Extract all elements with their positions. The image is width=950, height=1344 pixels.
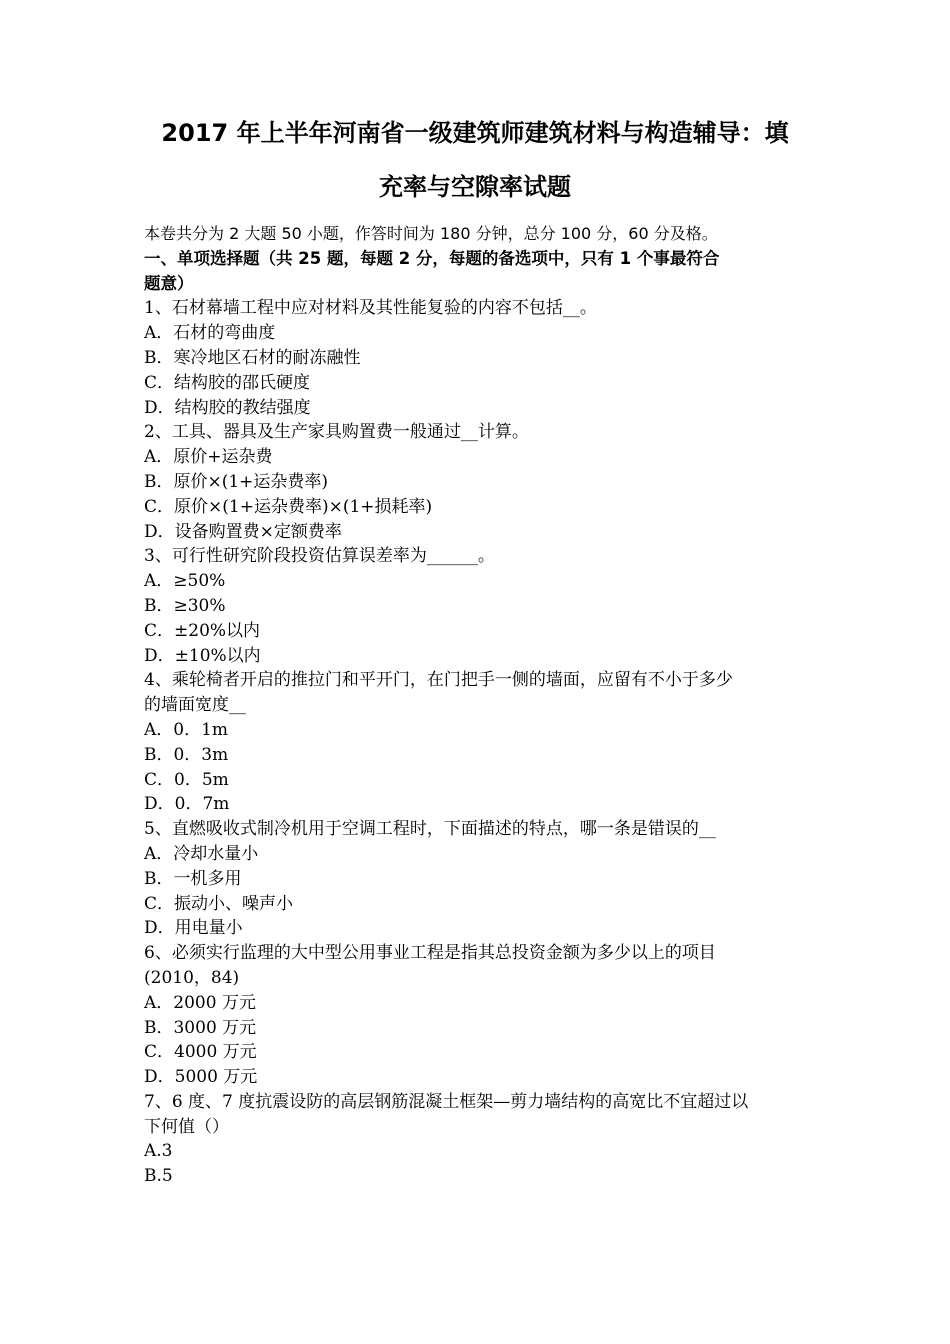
option-3c: C．±20%以内 <box>144 620 261 641</box>
option-3a: A．≥50% <box>144 571 226 592</box>
question-2: 2、工具、器具及生产家具购置费一般通过__计算。 <box>144 422 529 443</box>
question-5: 5、直燃吸收式制冷机用于空调工程时，下面描述的特点，哪一条是错误的__ <box>144 819 716 840</box>
option-1c: C．结构胶的邵氏硬度 <box>144 372 311 393</box>
option-2c: C．原价×(1+运杂费率)×(1+损耗率) <box>144 496 433 517</box>
option-3d: D．±10%以内 <box>144 645 261 666</box>
option-7b: B.5 <box>144 1166 173 1187</box>
document-title-line-1: 2017 年上半年河南省一级建筑师建筑材料与构造辅导：填 <box>161 119 789 147</box>
option-5d: D．用电量小 <box>144 918 243 939</box>
option-4d: D．0．7m <box>144 794 230 815</box>
question-4: 4、乘轮椅者开启的推拉门和平开门，在门把手一侧的墙面，应留有不小于多少 <box>144 670 733 691</box>
option-4c: C．0．5m <box>144 769 229 790</box>
option-4b: B．0．3m <box>144 744 229 765</box>
option-6a: A．2000 万元 <box>144 992 256 1013</box>
option-2a: A．原价+运杂费 <box>144 447 273 468</box>
option-5b: B．一机多用 <box>144 868 242 889</box>
section-heading-line-1: 一、单项选择题（共 25 题，每题 2 分，每题的备选项中，只有 1 个事最符合 <box>144 248 720 268</box>
exam-intro: 本卷共分为 2 大题 50 小题，作答时间为 180 分钟，总分 100 分，60 分及格。 <box>144 224 718 243</box>
option-6c: C．4000 万元 <box>144 1042 257 1063</box>
option-6d: D．5000 万元 <box>144 1067 258 1088</box>
option-3b: B．≥30% <box>144 595 226 616</box>
question-3: 3、可行性研究阶段投资估算误差率为______。 <box>144 546 495 567</box>
document-body <box>144 222 814 1189</box>
option-1b: B．寒冷地区石材的耐冻融性 <box>144 347 361 368</box>
document-title-line-2: 充率与空隙率试题 <box>379 173 571 201</box>
question-6-cont: (2010，84) <box>144 967 240 988</box>
option-1d: D．结构胶的教结强度 <box>144 397 311 418</box>
option-7a: A.3 <box>144 1141 173 1162</box>
option-2d: D．设备购置费×定额费率 <box>144 521 342 542</box>
question-6: 6、必须实行监理的大中型公用事业工程是指其总投资金额为多少以上的项目 <box>144 943 716 964</box>
question-7-cont: 下何值（） <box>144 1116 229 1137</box>
section-heading-line-2: 题意） <box>144 273 194 293</box>
option-6b: B．3000 万元 <box>144 1017 257 1038</box>
option-5a: A．冷却水量小 <box>144 843 259 864</box>
option-2b: B．原价×(1+运杂费率) <box>144 471 329 492</box>
question-4-cont: 的墙面宽度__ <box>144 695 246 716</box>
option-5c: C．振动小、噪声小 <box>144 893 294 914</box>
option-4a: A．0．1m <box>144 719 229 740</box>
option-1a: A．石材的弯曲度 <box>144 323 276 344</box>
question-1: 1、石材幕墙工程中应对材料及其性能复验的内容不包括__。 <box>144 298 597 319</box>
question-7: 7、6 度、7 度抗震设防的高层钢筋混凝土框架—剪力墙结构的高宽比不宜超过以 <box>144 1091 749 1112</box>
